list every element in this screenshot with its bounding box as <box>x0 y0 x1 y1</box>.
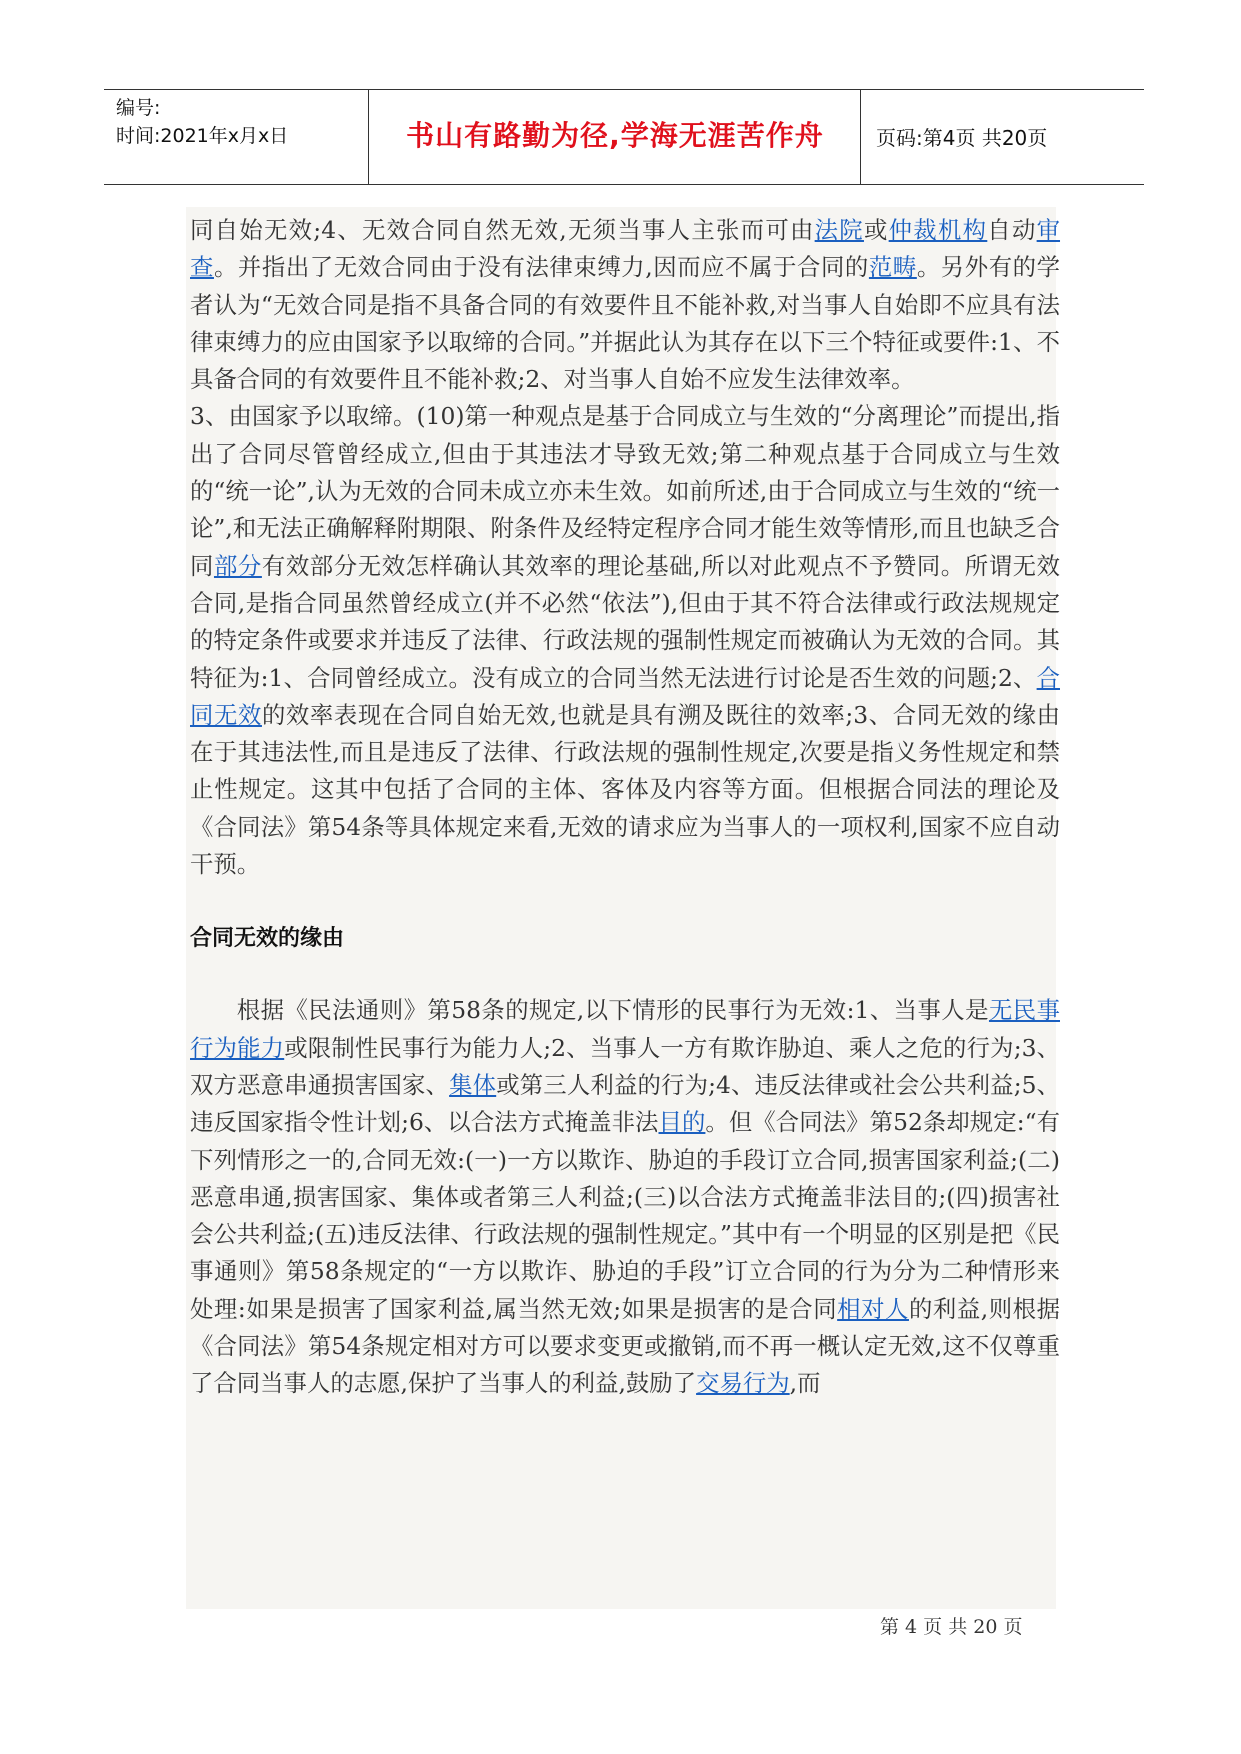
inline-link[interactable]: 部分 <box>213 551 262 580</box>
inline-link[interactable]: 目的 <box>658 1108 706 1137</box>
inline-link[interactable]: 无民事行为能力 <box>190 996 1060 1062</box>
inline-link[interactable]: 相对人 <box>837 1294 909 1323</box>
inline-link[interactable]: 合同无效 <box>190 663 1060 729</box>
header-page-code: 页码:第4页 共20页 <box>876 126 1048 150</box>
section-heading: 合同无效的缘由 <box>190 926 345 952</box>
inline-link[interactable]: 法院 <box>814 216 864 244</box>
inline-link[interactable]: 交易行为 <box>696 1369 790 1398</box>
header-divider-left <box>368 90 369 184</box>
inline-link[interactable]: 审查 <box>190 216 1061 282</box>
inline-link[interactable]: 范畴 <box>868 253 917 282</box>
body-paragraph: 3、由国家予以取缔。(10)第一种观点是基于合同成立与生效的“分离理论”而提出,指出了合同尽管曾经成立,但由于其违法才导致无效;第二种观点基于合同成立与生效的“统一论”,认为无效的合同未成立亦未生效。如前所述,由于合同成立与生效的“统一论”,和无法正确解释附期限、附条件及经特定程序合同才能生效等情形,而且也缺乏合同部分有效部分无效怎样确认其效率的理论基础,所以对此观点不予赞同。所谓无效合同,是指合同虽然曾经成立(并不必然“依法”),但由于其不符合法律或行政法规规定的特定条件或要求并违反了法律、行政法规的强制性规定而被确认为无效的合同。其特征为:1、合同曾经成立。没有成立的合同当然无法进行讨论是否生效的问题;2、合同无效的效率表现在合同自始无效,也就是具有溯及既往的效率;3、合同无效的缘由在于其违法性,而且是违反了法律、行政法规的强制性规定,次要是指义务性规定和禁止性规定。这其中包括了合同的主体、客体及内容等方面。但根据合同法的理论及《合同法》第54条等具体规定来看,无效的请求应为当事人的一项权利,国家不应自动干预。 <box>190 402 1061 879</box>
header-meta <box>116 94 366 150</box>
document-body <box>190 212 1060 1403</box>
body-paragraph: 同自始无效;4、无效合同自然无效,无须当事人主张而可由法院或仲裁机构自动审查。并指出了无效合同由于没有法律束缚力,因而应不属于合同的范畴。另外有的学者认为“无效合同是指不具备合同的有效要件且不能补救,对当事人自始即不应具有法律束缚力的应由国家予以取缔的合同。”并据此认为其存在以下三个特征或要件:1、不具备合同的有效要件且不能补救;2、对当事人自始不应发生法律效率。 <box>190 216 1061 394</box>
inline-link[interactable]: 集体 <box>449 1070 497 1099</box>
page-footer: 第 4 页 共 20 页 <box>880 1616 1023 1638</box>
document-time-label: 时间:2021年x月x日 <box>116 125 289 147</box>
inline-link[interactable]: 仲裁机构 <box>888 216 988 244</box>
body-paragraph: 根据《民法通则》第58条的规定,以下情形的民事行为无效:1、当事人是无民事行为能力或限制性民事行为能力人;2、当事人一方有欺诈胁迫、乘人之危的行为;3、双方恶意串通损害国家、集体或第三人利益的行为;4、违反法律或社会公共利益;5、违反国家指令性计划;6、以合法方式掩盖非法目的。但《合同法》第52条却规定:“有下列情形之一的,合同无效:(一)一方以欺诈、胁迫的手段订立合同,损害国家利益;(二)恶意串通,损害国家、集体或者第三人利益;(三)以合法方式掩盖非法目的;(四)损害社会公共利益;(五)违反法律、行政法规的强制性规定。”其中有一个明显的区别是把《民事通则》第58条规定的“一方以欺诈、胁迫的手段”订立合同的行为分为二种情形来处理:如果是损害了国家利益,属当然无效;如果是损害的是合同相对人的利益,则根据《合同法》第54条规定相对方可以要求变更或撤销,而不再一概认定无效,这不仅尊重了合同当事人的志愿,保护了当事人的利益,鼓励了交易行为,而 <box>190 996 1061 1398</box>
header-slogan: 书山有路勤为径,学海无涯苦作舟 <box>406 119 824 152</box>
page-header <box>104 89 1144 185</box>
header-divider-right <box>860 90 861 184</box>
document-number-label: 编号: <box>116 97 161 119</box>
